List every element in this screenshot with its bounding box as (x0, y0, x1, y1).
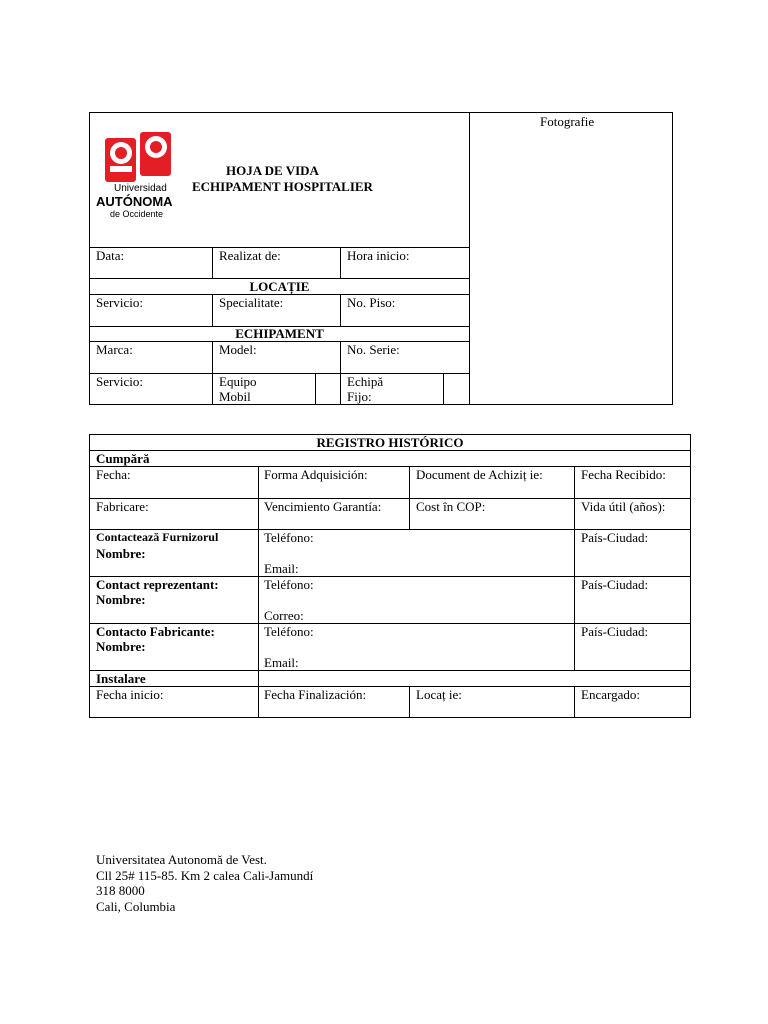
form-subtitle: ECHIPAMENT HOSPITALIER (192, 179, 373, 194)
row-line (89, 670, 691, 671)
section-heading-registro: REGISTRO HISTÓRICO (316, 435, 464, 450)
field-model[interactable]: Model: (219, 342, 257, 357)
contact-reprezentant-label: Contact reprezentant: (96, 577, 219, 592)
form-title: HOJA DE VIDA (226, 163, 319, 178)
field-vencimiento-garantia[interactable]: Vencimiento Garantía: (264, 499, 382, 514)
field-cost-cop[interactable]: Cost în COP: (416, 499, 486, 514)
checkbox-cell-fijo[interactable] (443, 373, 444, 405)
checkbox-cell-mobil[interactable] (315, 373, 316, 405)
label-equipo-mobil: Equipo (219, 374, 257, 389)
logo-line-1: Universidad (114, 183, 167, 194)
field-no-piso[interactable]: No. Piso: (347, 295, 396, 310)
label-equipo-mobil-2: Mobil (219, 389, 251, 404)
field-locatie[interactable]: Locaț ie: (416, 687, 462, 702)
label-echipa-fijo-2: Fijo: (347, 389, 372, 404)
footer-line-4: Cali, Columbia (96, 899, 176, 914)
contact-fabricante-name[interactable]: Nombre: (96, 639, 146, 654)
field-fecha-inicio[interactable]: Fecha inicio: (96, 687, 164, 702)
col-line (409, 686, 410, 718)
contact-furnizor-phone[interactable]: Teléfono: (264, 530, 314, 545)
contact-reprezentant-email[interactable]: Correo: (264, 608, 304, 623)
subheading-cumpara: Cumpără (96, 451, 150, 466)
field-forma-adquisicion[interactable]: Forma Adquisición: (264, 467, 368, 482)
footer-line-1: Universitatea Autonomă de Vest. (96, 852, 267, 867)
col-line (340, 247, 341, 278)
col-line (574, 686, 575, 718)
contact-furnizor-email[interactable]: Email: (264, 561, 299, 576)
field-fecha-recibido[interactable]: Fecha Recibido: (581, 467, 666, 482)
footer-line-2: Cll 25# 115-85. Km 2 calea Cali-Jamundí (96, 868, 314, 883)
field-data[interactable]: Data: (96, 248, 125, 263)
row-line (89, 373, 470, 374)
contact-furnizor-label: Contactează Furnizorul (96, 530, 219, 544)
col-line (212, 294, 213, 326)
field-marca[interactable]: Marca: (96, 342, 133, 357)
contact-fabricante-label: Contacto Fabricante: (96, 624, 215, 639)
field-document-achizitie[interactable]: Document de Achiziț ie: (416, 467, 543, 482)
contact-reprezentant-phone[interactable]: Teléfono: (264, 577, 314, 592)
contact-furnizor-name[interactable]: Nombre: (96, 546, 146, 561)
col-line (212, 247, 213, 278)
contact-fabricante-email[interactable]: Email: (264, 655, 299, 670)
field-no-serie[interactable]: No. Serie: (347, 342, 400, 357)
field-hora-inicio[interactable]: Hora inicio: (347, 248, 410, 263)
col-line (340, 294, 341, 326)
label-echipa-fijo: Echipă (347, 374, 384, 389)
field-specialitate[interactable]: Specialitate: (219, 295, 284, 310)
row-line (89, 341, 470, 342)
field-fabricare[interactable]: Fabricare: (96, 499, 149, 514)
logo-line-2: AUTÓNOMA (96, 194, 173, 209)
contact-reprezentant-name[interactable]: Nombre: (96, 592, 146, 607)
field-fecha[interactable]: Fecha: (96, 467, 131, 482)
field-servicio-2[interactable]: Servicio: (96, 374, 143, 389)
row-line (89, 450, 691, 451)
section-heading-locatie: LOCAȚIE (249, 279, 310, 294)
logo-mark-icon (105, 132, 171, 184)
footer-line-3: 318 8000 (96, 883, 145, 898)
contact-furnizor-pais[interactable]: País-Ciudad: (581, 530, 649, 545)
field-fecha-finalizacion[interactable]: Fecha Finalización: (264, 687, 367, 702)
field-vida-util[interactable]: Vida útil (años): (581, 499, 666, 514)
university-logo (96, 128, 190, 224)
contact-fabricante-phone[interactable]: Teléfono: (264, 624, 314, 639)
photo-label: Fotografie (540, 114, 595, 129)
section-heading-echipament: ECHIPAMENT (235, 326, 324, 341)
field-encargado[interactable]: Encargado: (581, 687, 640, 702)
contact-fabricante-pais[interactable]: País-Ciudad: (581, 624, 649, 639)
subheading-instalare: Instalare (96, 671, 146, 686)
col-line (258, 466, 259, 718)
field-servicio[interactable]: Servicio: (96, 295, 143, 310)
field-realizat-de[interactable]: Realizat de: (219, 248, 281, 263)
contact-reprezentant-pais[interactable]: País-Ciudad: (581, 577, 649, 592)
col-line (574, 466, 575, 670)
photo-divider (469, 112, 470, 405)
logo-line-3: de Occidente (110, 209, 164, 219)
